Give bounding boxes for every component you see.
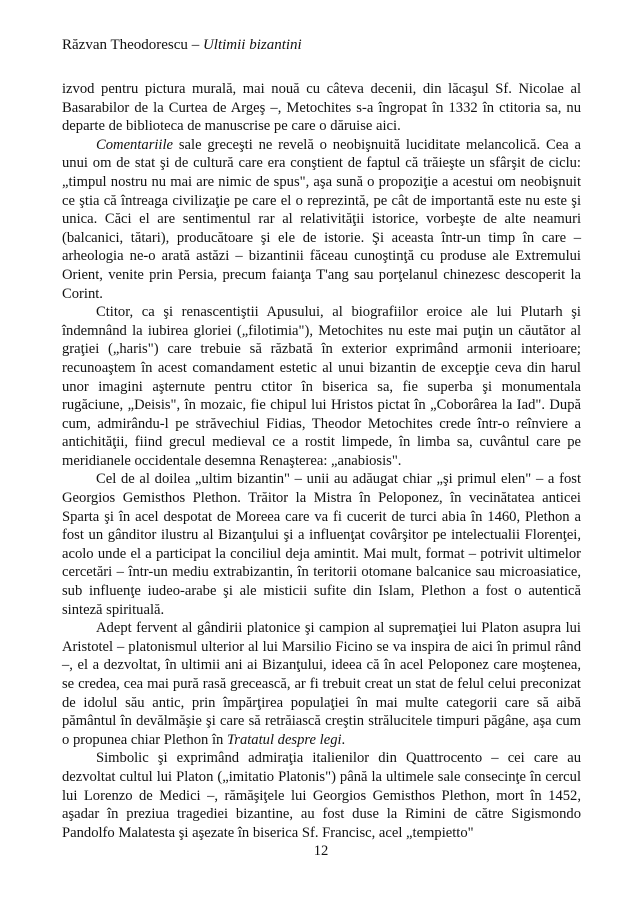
- page-number: 12: [313, 843, 329, 859]
- text-run: Cel de al doilea „ultim bizantin" – unii au adăugat chiar „şi primul elen" – a fost Georgios Gemisthos Plethon. Trăitor la Mistra în Peloponez, în vecinătatea anticei Sparta şi în acel despotat de Moreea care va fi cucerit de turci abia în 1460, Plethon a fost un gânditor ilustru al Bizanţului şi a influenţat covârşitor pe intelectualii Florenţei, acolo unde el a participat la conciliul deja amintit. Mai mult, format – potrivit ultimelor cercetări – într-un mediu extrabizantin, în teritorii otomane balcanice sau microasiatice, sub influenţe iudeo-arabe şi ale misticii sufite din Islam, Plethon a fost o autentică sinteză spirituală.: [62, 471, 581, 618]
- paragraph: [62, 619, 581, 749]
- header-author: Răzvan Theodorescu: [62, 37, 188, 53]
- paragraph: [62, 136, 581, 303]
- text-run: sale greceşti ne revelă o neobişnuită luciditate melancolică. Cea a unui om de stat şi de cultură care era conştient de faptul că trăieşte un sfârşit de ciclu: „timpul nostru nu mai are nimic de spus", aşa sună o propoziţie a acestui om neobişnuit ce ştia că întreaga civilizaţie pe care el o reprezintă, pe cât de importantă este nu este şi unica. Căci el are sentimentul rar al relativităţii istorice, vorbeşte de alte neamuri (balcanici, tătari), producătoare şi ele de istorie. Şi aceasta într-un timp în care – arheologia ne-o arată astăzi – bizantinii făceau cunoştinţă cu produse ale Extremului Orient, venite prin Persia, precum faianţa T'ang sau porţelanul chinezesc descoperit la Corint.: [62, 136, 581, 302]
- text-run: Adept fervent al gândirii platonice şi campion al supremaţiei lui Platon asupra lui Aristotel – platonismul ulterior al lui Marsilio Ficino se va inspira de aici în primul rând –, el a dezvoltat, în ultimii ani ai Bizanţului, ideea că în acel Peloponez care moştenea, se credea, cea mai pură rasă grecească, ar fi trebuit creat un stat de felul celui preconizat de idolul său antic, prin împărţirea populaţiei în mai multe categorii care să aibă pământul în devălmăşie şi care să retrăiască creştin strălucitele timpuri păgâne, aşa cum o propunea chiar Plethon în: [62, 620, 581, 748]
- text-run: .: [341, 731, 346, 748]
- paragraph: [62, 470, 581, 619]
- body-text: [62, 80, 581, 842]
- text-run: Simbolic şi exprimând admiraţia italienilor din Quattrocento – cei care au dezvoltat cultul lui Platon („imitatio Platonis") până la ultimele sale consecinţe în cercul lui Lorenzo de Medici –, rămăşiţele lui Georgios Gemisthos Plethon, mort în 1452, aşadar în preziua tragediei bizantine, au fost duse la Rimini de către Sigismondo Pandolfo Malatesta şi aşezate în biserica Sf. Francisc, acel „tempietto": [62, 750, 581, 841]
- paragraph: [62, 303, 581, 470]
- italic-text-run: Comentariile: [96, 136, 174, 153]
- header-separator: –: [187, 37, 203, 53]
- paragraph: [62, 749, 581, 842]
- text-run: izvod pentru pictura murală, mai nouă cu câteva decenii, din lăcaşul Sf. Nicolae al Basarabilor de la Curtea de Argeş –, Metochites s-a îngropat în 1332 în ctitoria sa, nu departe de biblioteca de manuscrise pe care o dăruise aici.: [62, 81, 581, 135]
- header-book-title: Ultimii bizantini: [202, 37, 302, 53]
- italic-text-run: Tratatul despre legi: [226, 731, 342, 748]
- paragraph: [62, 80, 581, 136]
- text-run: Ctitor, ca şi renascentiştii Apusului, al biografiilor eroice ale lui Plutarh şi îndemnând la iubirea gloriei („filotimia"), Metochites nu este mai puţin un căutător al graţiei („haris") care trebuie să răzbată în exterior exprimând armonii interioare; recunoaştem în acest comandament estetic al unui bizantin de excepţie ceva din harul unor imagini aşternute pentru ctitor în biserica sa, fie superba şi monumentala rugăciune, „Deisis", în mozaic, fie chipul lui Hristos pictat în „Coborârea la Iad". După cum, admirându-l pe străvechiul Fidias, Theodor Metochites crede într-o reînviere a antichităţii, fiind grecul medieval ce a rostit limpede, în limba sa, cuvântul care pe meridianele occidentale desemna Renaşterea: „anabiosis".: [62, 304, 581, 469]
- running-header: [62, 36, 302, 54]
